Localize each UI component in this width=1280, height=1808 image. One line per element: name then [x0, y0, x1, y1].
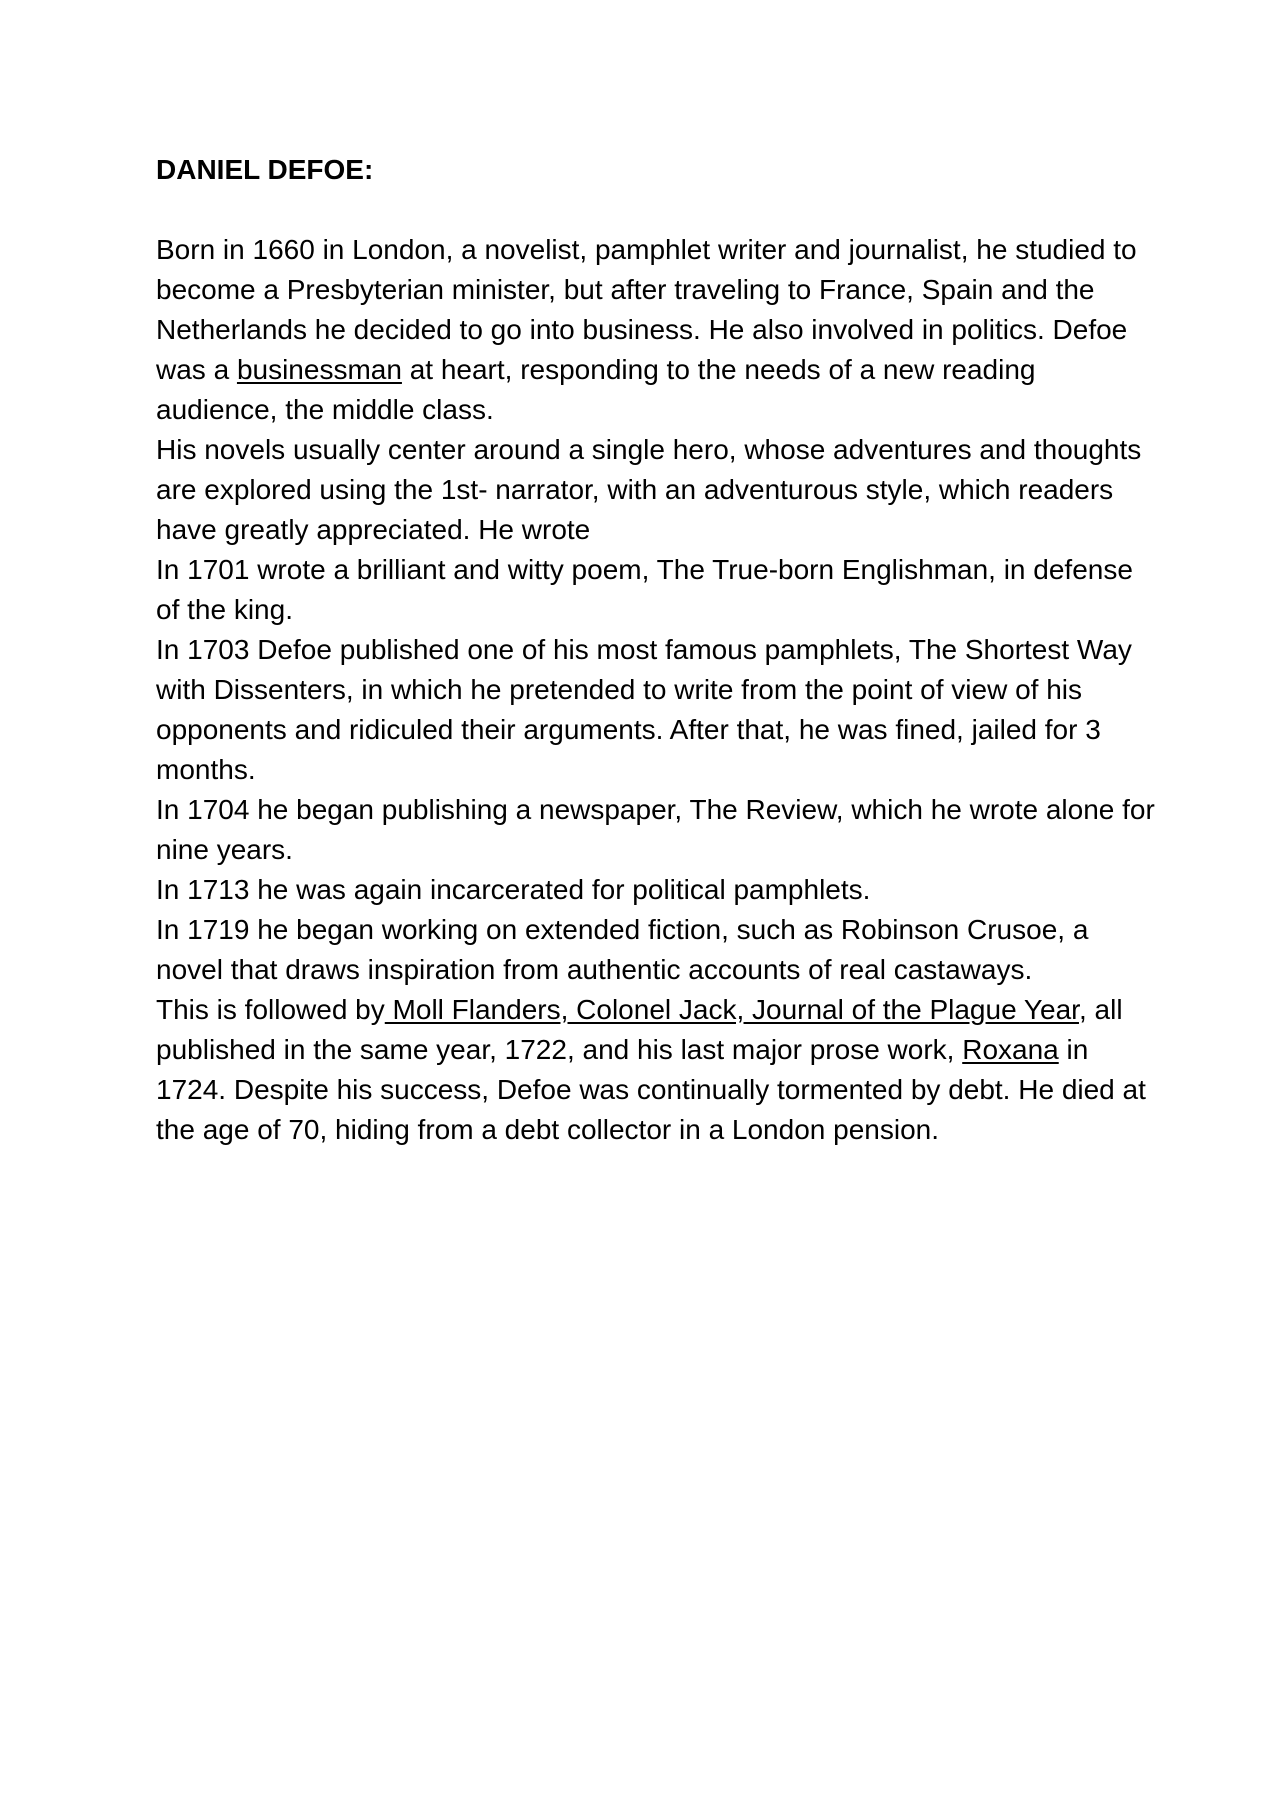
- paragraph-novels: His novels usually center around a single hero, whose adventures and thoughts are explored using the 1st- narrator, with an adventurous style, which readers have greatly appreciated. He wrote: [156, 434, 1142, 545]
- document-page: [156, 150, 1156, 1150]
- paragraph-1701: In 1701 wrote a brilliant and witty poem, The True-born Englishman, in defense of the king.: [156, 554, 1133, 625]
- paragraph-later-works: [156, 990, 1156, 1150]
- paragraph-birth-text-b: at heart, responding to the needs of a new reading audience, the middle class.: [156, 354, 1036, 425]
- roxana-underlined: Roxana: [962, 1034, 1059, 1065]
- paragraph-later-works-text-b: , all published in the same year, 1722, and his last major prose work,: [156, 994, 1123, 1065]
- document-title: DANIEL DEFOE:: [156, 154, 374, 185]
- businessman-underlined: businessman: [236, 354, 402, 385]
- paragraph-1719: In 1719 he began working on extended fiction, such as Robinson Crusoe, a novel that draws inspiration from authentic accounts of real castaways.: [156, 914, 1089, 985]
- paragraph-1703: In 1703 Defoe published one of his most famous pamphlets, The Shortest Way with Dissenters, in which he pretended to write from the point of view of his opponents and ridiculed their arguments. After that, he was fined, jailed for 3 months.: [156, 634, 1132, 785]
- paragraph-later-works-text-c: in 1724. Despite his success, Defoe was continually tormented by debt. He died at the age of 70, hiding from a debt collector in a London pension.: [156, 1034, 1146, 1145]
- blank-line: [156, 190, 1156, 230]
- paragraph-birth-text-a: Born in 1660 in London, a novelist, pamphlet writer and journalist, he studied to become a Presbyterian minister, but after traveling to France, Spain and the Netherlands he decided to go into business. He also involved in politics. Defoe was a: [156, 234, 1137, 385]
- paragraph-1713: In 1713 he was again incarcerated for political pamphlets.: [156, 874, 871, 905]
- paragraph-birth: [156, 230, 1156, 430]
- paragraph-1704: In 1704 he began publishing a newspaper, The Review, which he wrote alone for nine years.: [156, 794, 1155, 865]
- paragraph-later-works-text-a: This is followed by: [156, 994, 385, 1025]
- works-list-underlined: Moll Flanders, Colonel Jack, Journal of the Plague Year: [384, 994, 1079, 1025]
